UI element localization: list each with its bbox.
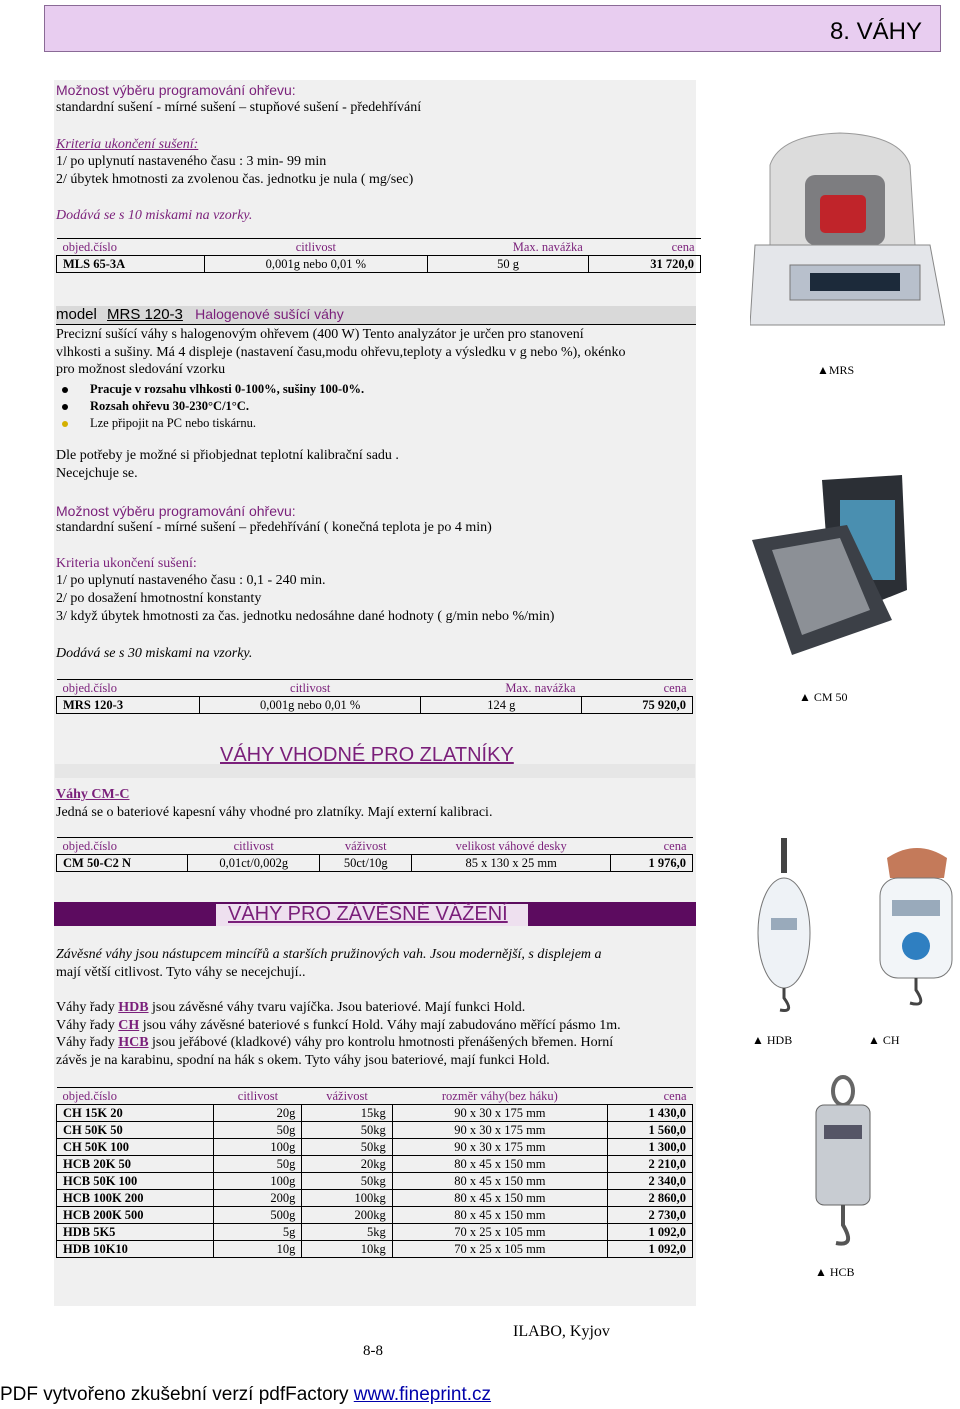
cell-sensitivity: 50g bbox=[214, 1156, 302, 1173]
mrs-calib-2: Necejchuje se. bbox=[56, 466, 138, 481]
col-order: objed.číslo bbox=[57, 239, 205, 256]
cell-dimensions: 90 x 30 x 175 mm bbox=[392, 1139, 607, 1156]
page-number: 8-8 bbox=[363, 1343, 383, 1359]
cell-max-load: 50 g bbox=[427, 256, 589, 273]
caption-cm50: ▲ CM 50 bbox=[799, 690, 848, 704]
mrs-analyzer-image bbox=[750, 125, 945, 345]
caption-hcb: ▲ HCB bbox=[815, 1265, 855, 1279]
cell-sensitivity: 0,001g nebo 0,01 % bbox=[204, 256, 427, 273]
cell-price: 1 092,0 bbox=[607, 1241, 692, 1258]
table-row bbox=[57, 1207, 693, 1224]
cell-price: 1 430,0 bbox=[607, 1105, 692, 1122]
cell-sensitivity: 500g bbox=[214, 1207, 302, 1224]
cell-sensitivity: 20g bbox=[214, 1105, 302, 1122]
table-row bbox=[57, 1156, 693, 1173]
hdb-code: HDB bbox=[118, 1000, 149, 1015]
caption-hdb: ▲ HDB bbox=[752, 1033, 793, 1047]
ch-scale-image bbox=[872, 838, 960, 1013]
gold-product-desc: Jedná se o bateriové kapesní váhy vhodné pro zlatníky. Mají externí kalibraci. bbox=[56, 805, 493, 820]
cell-dimensions: 80 x 45 x 150 mm bbox=[392, 1156, 607, 1173]
fineprint-link[interactable]: www.fineprint.cz bbox=[353, 1384, 492, 1405]
col-capacity: váživost bbox=[302, 1088, 392, 1105]
cell-capacity: 50kg bbox=[302, 1139, 392, 1156]
bullet-text: Rozsah ohřevu 30-230°C/1°C. bbox=[90, 399, 249, 413]
caption-mrs: ▲MRS bbox=[817, 363, 855, 377]
cell-dimensions: 70 x 25 x 105 mm bbox=[392, 1241, 607, 1258]
col-order: objed.číslo bbox=[57, 680, 200, 697]
col-order: objed.číslo bbox=[57, 838, 188, 855]
hanging-section-title: VÁHY PRO ZÁVĚSNÉ VÁŽENÍ bbox=[228, 903, 508, 925]
cell-order: CH 50K 100 bbox=[57, 1139, 214, 1156]
col-sensitivity: citlivost bbox=[204, 239, 427, 256]
hdb-post: jsou závěsné váhy tvaru vajíčka. Jsou bateriové. Mají funkci Hold. bbox=[148, 1000, 526, 1015]
cell-order: CH 50K 50 bbox=[57, 1122, 214, 1139]
bullet-text: Lze připojit na PC nebo tiskárnu. bbox=[90, 416, 256, 430]
bullet-icon bbox=[62, 404, 68, 410]
bullet-text: Pracuje v rozsahu vlhkosti 0-100%, sušiny 100-0%. bbox=[90, 382, 365, 396]
col-price: cena bbox=[582, 680, 693, 697]
mrs-desc-1: Precizní sušící váhy s halogenovým ohřevem (400 W) Tento analyzátor je určen pro stanovení bbox=[56, 327, 584, 342]
col-sensitivity: citlivost bbox=[214, 1088, 302, 1105]
col-dimensions: rozměr váhy(bez háku) bbox=[392, 1088, 607, 1105]
cell-dimensions: 80 x 45 x 150 mm bbox=[392, 1173, 607, 1190]
cell-sensitivity: 0,01ct/0,002g bbox=[188, 855, 320, 872]
ch-line bbox=[56, 1018, 621, 1034]
cell-order: HCB 200K 500 bbox=[57, 1207, 214, 1224]
pdf-footer-text: PDF vytvořeno zkušební verzí pdfFactory bbox=[0, 1384, 354, 1405]
col-sensitivity: citlivost bbox=[199, 680, 421, 697]
cell-dimensions: 70 x 25 x 105 mm bbox=[392, 1224, 607, 1241]
mls-program-title: Možnost výběru programování ohřevu: bbox=[56, 82, 296, 98]
gold-section-title: VÁHY VHODNÉ PRO ZLATNÍKY bbox=[220, 744, 514, 766]
cell-order: HCB 20K 50 bbox=[57, 1156, 214, 1173]
cell-order: HCB 100K 200 bbox=[57, 1190, 214, 1207]
model-heading bbox=[56, 306, 344, 323]
bullet-icon bbox=[62, 421, 68, 427]
chapter-header bbox=[44, 5, 941, 52]
cell-max-load: 124 g bbox=[421, 697, 582, 714]
cell-dimensions: 80 x 45 x 150 mm bbox=[392, 1190, 607, 1207]
cell-price: 1 092,0 bbox=[607, 1224, 692, 1241]
list-item bbox=[56, 416, 256, 431]
cell-capacity: 50kg bbox=[302, 1173, 392, 1190]
mrs-program-title: Možnost výběru programování ohřevu: bbox=[56, 503, 296, 519]
cell-price: 1 560,0 bbox=[607, 1122, 692, 1139]
cell-capacity: 100kg bbox=[302, 1190, 392, 1207]
mls-criteria-1: 1/ po uplynutí nastaveného času : 3 min- 99 min bbox=[56, 154, 327, 169]
model-code: MRS 120-3 bbox=[107, 306, 183, 323]
hcb-line bbox=[56, 1035, 613, 1051]
mrs-table bbox=[56, 679, 693, 714]
hcb-post: jsou jeřábové (kladkové) váhy pro kontrolu hmotnosti přenášených břemen. Horní bbox=[148, 1035, 614, 1050]
mrs-criteria-2: 2/ po dosažení hmotnostní konstanty bbox=[56, 591, 262, 606]
cell-capacity: 50ct/10g bbox=[320, 855, 412, 872]
table-row bbox=[57, 1139, 693, 1156]
cell-price: 2 860,0 bbox=[607, 1190, 692, 1207]
col-pan-size: velikost váhové desky bbox=[412, 838, 611, 855]
bullet-icon bbox=[62, 387, 68, 393]
hanging-table-body bbox=[57, 1105, 693, 1258]
table-row bbox=[57, 1190, 693, 1207]
cell-capacity: 50kg bbox=[302, 1122, 392, 1139]
hdb-scale-image bbox=[755, 838, 815, 1013]
mrs-criteria-1: 1/ po uplynutí nastaveného času : 0,1 - 240 min. bbox=[56, 573, 326, 588]
hcb-code: HCB bbox=[118, 1035, 149, 1050]
hanging-intro-2: mají větší citlivost. Tyto váhy se necejchují.. bbox=[56, 965, 306, 980]
hdb-line bbox=[56, 1000, 525, 1016]
model-prefix: model bbox=[56, 306, 97, 323]
mrs-desc-3: pro možnost sledování vzorku bbox=[56, 362, 226, 377]
col-max-load: Max. navážka bbox=[427, 239, 589, 256]
list-item bbox=[56, 382, 364, 397]
cell-price: 31 720,0 bbox=[589, 256, 701, 273]
col-max-load: Max. navážka bbox=[421, 680, 582, 697]
mrs-desc-2: vlhkosti a sušiny. Má 4 displeje (nastavení času,modu ohřevu,teploty a výsledku v g nebo %), okénko bbox=[56, 345, 626, 360]
table-row bbox=[57, 1122, 693, 1139]
mrs-delivery: Dodává se s 30 miskami na vzorky. bbox=[56, 646, 253, 661]
table-row bbox=[57, 256, 701, 273]
hanging-intro-1: Závěsné váhy jsou nástupcem mincířů a starších pružinových vah. Jsou modernější, s displejem a bbox=[56, 947, 602, 962]
cell-capacity: 10kg bbox=[302, 1241, 392, 1258]
mls-program-text: standardní sušení - mírné sušení – stupňové sušení - předehřívání bbox=[56, 100, 422, 115]
cell-sensitivity: 5g bbox=[214, 1224, 302, 1241]
cell-order: HDB 5K5 bbox=[57, 1224, 214, 1241]
cell-order: HDB 10K10 bbox=[57, 1241, 214, 1258]
table-row bbox=[57, 1173, 693, 1190]
col-price: cena bbox=[607, 1088, 692, 1105]
col-price: cena bbox=[589, 239, 701, 256]
mls-criteria-2: 2/ úbytek hmotnosti za zvolenou čas. jednotku je nula ( mg/sec) bbox=[56, 172, 414, 187]
mrs-calib-1: Dle potřeby je možné si přiobjednat teplotní kalibrační sadu . bbox=[56, 448, 399, 463]
cell-price: 2 730,0 bbox=[607, 1207, 692, 1224]
caption-ch: ▲ CH bbox=[868, 1033, 900, 1047]
table-row bbox=[57, 1105, 693, 1122]
hcb-scale-image bbox=[808, 1075, 878, 1255]
cm50-scale-image bbox=[752, 470, 912, 665]
cell-order: HCB 50K 100 bbox=[57, 1173, 214, 1190]
cell-price: 2 210,0 bbox=[607, 1156, 692, 1173]
mrs-criteria-3: 3/ když úbytek hmotnosti za čas. jednotku nedosáhne dané hodnoty ( g/min nebo %/min) bbox=[56, 609, 555, 624]
cell-sensitivity: 50g bbox=[214, 1122, 302, 1139]
hdb-pre: Váhy řady bbox=[56, 1000, 119, 1015]
cell-order: MRS 120-3 bbox=[57, 697, 200, 714]
table-row bbox=[57, 1224, 693, 1241]
cell-price: 1 300,0 bbox=[607, 1139, 692, 1156]
cell-price: 75 920,0 bbox=[582, 697, 693, 714]
mls-criteria-title: Kriteria ukončení sušení: bbox=[56, 137, 199, 152]
col-sensitivity: citlivost bbox=[188, 838, 320, 855]
mls-table bbox=[56, 238, 701, 273]
cell-price: 2 340,0 bbox=[607, 1173, 692, 1190]
cell-sensitivity: 100g bbox=[214, 1173, 302, 1190]
model-desc: Halogenové sušící váhy bbox=[195, 306, 344, 322]
cell-dimensions: 90 x 30 x 175 mm bbox=[392, 1105, 607, 1122]
table-row bbox=[57, 855, 693, 872]
cell-order: MLS 65-3A bbox=[57, 256, 205, 273]
cell-order: CM 50-C2 N bbox=[57, 855, 188, 872]
ch-code: CH bbox=[118, 1018, 140, 1033]
cell-order: CH 15K 20 bbox=[57, 1105, 214, 1122]
ch-pre: Váhy řady bbox=[56, 1018, 119, 1033]
mrs-program-text: standardní sušení - mírné sušení – předehřívání ( konečná teplota je po 4 min) bbox=[56, 520, 492, 535]
mls-delivery: Dodává se s 10 miskami na vzorky. bbox=[56, 208, 253, 223]
cell-sensitivity: 0,001g nebo 0,01 % bbox=[199, 697, 421, 714]
cell-capacity: 15kg bbox=[302, 1105, 392, 1122]
cell-capacity: 5kg bbox=[302, 1224, 392, 1241]
gold-table bbox=[56, 837, 693, 872]
company-name: ILABO, Kyjov bbox=[513, 1323, 610, 1340]
gold-product-name: Váhy CM-C bbox=[56, 787, 130, 802]
chapter-title: 8. VÁHY bbox=[829, 18, 922, 45]
table-row bbox=[57, 697, 693, 714]
hcb-line-2: závěs je na karabinu, spodní na hák s okem. Tyto váhy jsou bateriové, mají funkci Hold. bbox=[56, 1053, 550, 1068]
list-item bbox=[56, 399, 249, 414]
col-order: objed.číslo bbox=[57, 1088, 214, 1105]
cell-capacity: 20kg bbox=[302, 1156, 392, 1173]
cell-sensitivity: 200g bbox=[214, 1190, 302, 1207]
cell-pan-size: 85 x 130 x 25 mm bbox=[412, 855, 611, 872]
cell-price: 1 976,0 bbox=[611, 855, 693, 872]
cell-capacity: 200kg bbox=[302, 1207, 392, 1224]
hcb-pre: Váhy řady bbox=[56, 1035, 119, 1050]
col-capacity: váživost bbox=[320, 838, 412, 855]
mrs-criteria-title: Kriteria ukončení sušení: bbox=[56, 556, 197, 571]
ch-post: jsou váhy závěsné bateriové s funkcí Hold. Váhy mají zabudováno měřící pásmo 1m. bbox=[139, 1018, 621, 1033]
col-price: cena bbox=[611, 838, 693, 855]
cell-sensitivity: 100g bbox=[214, 1139, 302, 1156]
cell-sensitivity: 10g bbox=[214, 1241, 302, 1258]
table-row bbox=[57, 1241, 693, 1258]
pdf-footer bbox=[0, 1384, 491, 1406]
cell-dimensions: 80 x 45 x 150 mm bbox=[392, 1207, 607, 1224]
hanging-table bbox=[56, 1087, 693, 1258]
cell-dimensions: 90 x 30 x 175 mm bbox=[392, 1122, 607, 1139]
